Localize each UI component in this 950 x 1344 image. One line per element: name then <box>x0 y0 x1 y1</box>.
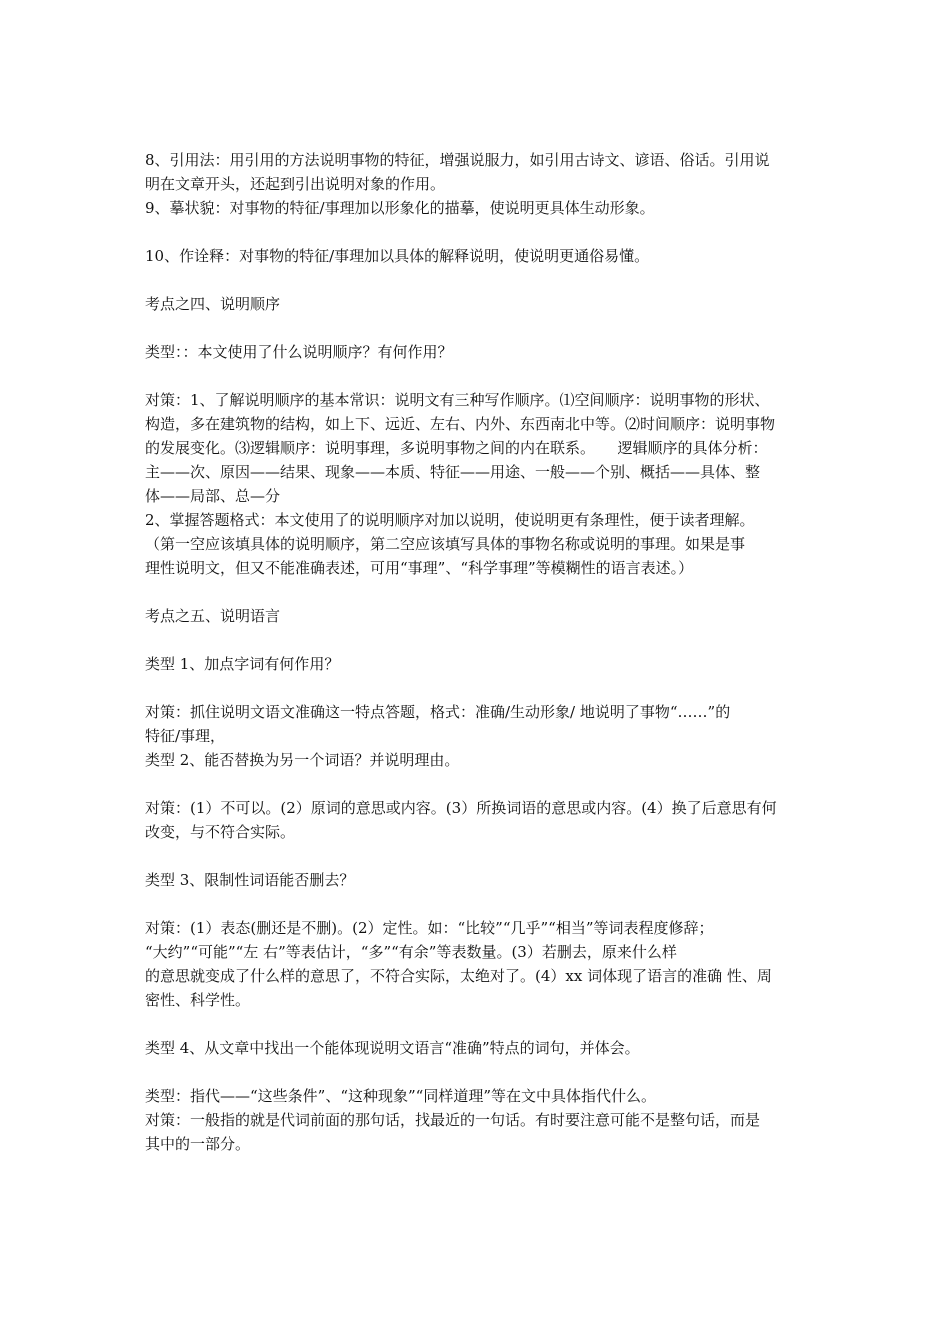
blank-line <box>145 364 810 388</box>
text-line: 主——次、原因——结果、现象——本质、特征——用途、一般——个别、概括——具体、整 <box>145 463 761 481</box>
section-heading: 考点之四、说明顺序 <box>145 295 281 313</box>
text-line: （第一空应该填具体的说明顺序，第二空应该填写具体的事物名称或说明的事理。如果是事 <box>145 535 746 553</box>
blank-line <box>145 580 810 604</box>
blank-line <box>145 1012 810 1036</box>
text-line: 改变，与不符合实际。 <box>145 823 296 841</box>
text-line: 类型 3、限制性词语能否删去？ <box>145 871 355 889</box>
text-line: 9、摹状貌：对事物的特征/事理加以形象化的描摹，使说明更具体生动形象。 <box>145 199 655 217</box>
blank-line <box>145 844 810 868</box>
text-line: 构造，多在建筑物的结构，如上下、远近、左右、内外、东西南北中等。⑵时间顺序：说明事物 <box>145 415 776 433</box>
text-line: 10、作诠释：对事物的特征/事理加以具体的解释说明，使说明更通俗易懂。 <box>145 247 650 265</box>
text-line: 类型 4、从文章中找出一个能体现说明文语言“准确”特点的词句，并体会。 <box>145 1039 640 1057</box>
text-line: 密性、科学性。 <box>145 991 251 1009</box>
text-line: 的意思就变成了什么样的意思了，不符合实际，太绝对了。(4）xx 词体现了语言的准确 性、周 <box>145 967 772 985</box>
document-body <box>145 148 810 1156</box>
text-line: 类型：：本文使用了什么说明顺序？有何作用？ <box>145 343 453 361</box>
section-heading: 考点之五、说明语言 <box>145 607 281 625</box>
blank-line <box>145 316 810 340</box>
text-line: 特征/事理， <box>145 727 226 745</box>
blank-line <box>145 892 810 916</box>
text-line: 对策：(1）表态(删还是不删)。(2）定性。如：“比较”“几乎”“相当”等词表程度修辞； <box>145 919 714 937</box>
text-line: 对策：(1）不可以。(2）原词的意思或内容。(3）所换词语的意思或内容。(4）换了后意思有何 <box>145 799 777 817</box>
text-line: 体——局部、总—分 <box>145 487 281 505</box>
blank-line <box>145 676 810 700</box>
text-line: 类型 2、能否替换为另一个词语？并说明理由。 <box>145 751 460 769</box>
text-line: “大约”“可能”“左 右”等表估计，“多”“有余”等表数量。(3）若删去，原来什么样 <box>145 943 677 961</box>
text-line: 对策：1、了解说明顺序的基本常识：说明文有三种写作顺序。⑴空间顺序：说明事物的形状、 <box>145 391 770 409</box>
text-line: 类型 1、加点字词有何作用？ <box>145 655 340 673</box>
text-line: 理性说明文，但又不能准确表述，可用“事理”、“科学事理”等模糊性的语言表述。） <box>145 559 694 577</box>
blank-line <box>145 268 810 292</box>
text-line: 其中的一部分。 <box>145 1135 251 1153</box>
blank-line <box>145 628 810 652</box>
text-line: 对策：一般指的就是代词前面的那句话，找最近的一句话。有时要注意可能不是整句话，而是 <box>145 1111 761 1129</box>
blank-line <box>145 772 810 796</box>
text-line: 2、掌握答题格式：本文使用了的说明顺序对加以说明，使说明更有条理性，便于读者理解。 <box>145 511 755 529</box>
text-line: 对策：抓住说明文语文准确这一特点答题，格式：准确/生动形象/ 地说明了事物“……”的 <box>145 703 731 721</box>
text-line: 的发展变化。⑶逻辑顺序：说明事理，多说明事物之间的内在联系。 逻辑顺序的具体分析： <box>145 439 768 457</box>
text-line: 类型：指代——“这些条件”、“这种现象”“同样道理”等在文中具体指代什么。 <box>145 1087 657 1105</box>
text-line: 明在文章开头，还起到引出说明对象的作用。 <box>145 175 446 193</box>
text-line: 8、引用法：用引用的方法说明事物的特征，增强说服力，如引用古诗文、谚语、俗话。引用说 <box>145 151 770 169</box>
blank-line <box>145 1060 810 1084</box>
blank-line <box>145 220 810 244</box>
